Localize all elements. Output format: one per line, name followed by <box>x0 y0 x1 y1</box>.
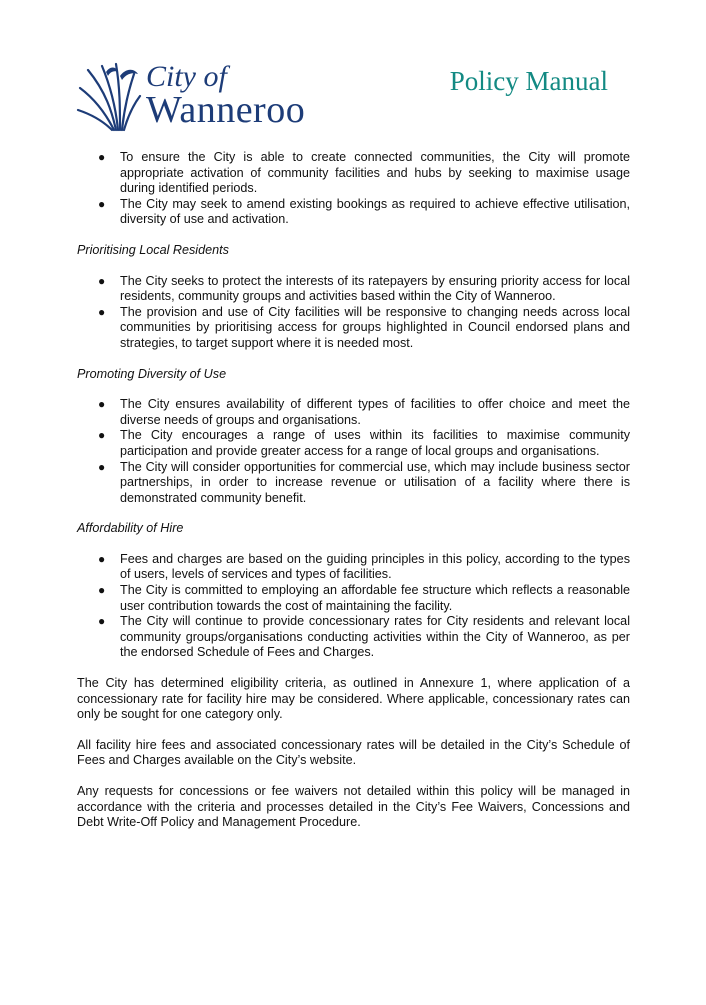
list-item: ● The City seeks to protect the interests of its ratepayers by ensuring priority access for local residents, community groups and activities based within the City of Wanneroo. <box>98 273 630 304</box>
body-paragraph: Any requests for concessions or fee waivers not detailed within this policy will be managed in accordance with the criteria and processes detailed in the City’s Fee Waivers, Concessions and Debt Write-Off Policy and Management Procedure. <box>77 784 630 830</box>
document-body <box>77 150 630 831</box>
bullet-icon: ● <box>98 397 106 412</box>
list-item: ● The City will consider opportunities for commercial use, which may include business sector partnerships, in order to increase revenue or utilisation of a facility where there is demonstrated community benefit. <box>98 459 630 505</box>
bullet-icon: ● <box>98 551 106 566</box>
section-bullet-list <box>77 397 630 506</box>
logo-text-line1: City of <box>146 60 227 93</box>
list-item: ● The City ensures availability of different types of facilities to offer choice and meet the diverse needs of groups and organisations. <box>98 397 630 427</box>
bullet-icon: ● <box>98 428 106 443</box>
list-item: ● Fees and charges are based on the guiding principles in this policy, according to the types of users, levels of services and types of facilities. <box>98 551 630 582</box>
list-item: ● The City will continue to provide concessionary rates for City residents and relevant local community groups/organisations conducting activities within the City of Wanneroo, as per the endorsed Schedule of Fees and Charges. <box>98 614 630 660</box>
bullet-icon: ● <box>98 273 106 288</box>
bullet-icon: ● <box>98 304 106 319</box>
section-heading: Promoting Diversity of Use <box>77 366 227 381</box>
list-item: ● To ensure the City is able to create connected communities, the City will promote appropriate activation of community facilities and hubs by seeking to maximise usage during identified periods. <box>98 150 630 196</box>
intro-bullet-list <box>77 150 630 228</box>
section-bullet-list <box>77 552 630 661</box>
city-logo <box>76 62 326 134</box>
list-item: ● The City encourages a range of uses within its facilities to maximise community participation and provide greater access for a range of local groups and organisations. <box>98 428 630 458</box>
list-item: ● The City is committed to employing an affordable fee structure which reflects a reasonable user contribution towards the cost of maintaining the facility. <box>98 583 630 613</box>
grass-tree-emblem-icon <box>76 62 142 132</box>
logo-text-line2: Wanneroo <box>146 89 306 131</box>
section-heading: Affordability of Hire <box>77 521 184 536</box>
bullet-icon: ● <box>98 583 106 598</box>
page-header <box>0 0 706 140</box>
body-paragraph: All facility hire fees and associated concessionary rates will be detailed in the City’s Schedule of Fees and Charges available on the City’s website. <box>77 737 630 768</box>
document-title: Policy Manual <box>449 66 608 96</box>
section-bullet-list <box>77 274 630 352</box>
list-item: ● The City may seek to amend existing bookings as required to achieve effective utilisation, diversity of use and activation. <box>98 196 630 227</box>
list-item: ● The provision and use of City facilities will be responsive to changing needs across local communities by prioritising access for groups highlighted in Council endorsed plans and strategies, to target support where it is needed most. <box>98 304 630 350</box>
bullet-icon: ● <box>98 150 106 164</box>
section-heading: Prioritising Local Residents <box>77 242 229 257</box>
bullet-icon: ● <box>98 614 106 629</box>
bullet-icon: ● <box>98 459 106 474</box>
body-paragraph: The City has determined eligibility criteria, as outlined in Annexure 1, where application of a concessionary rate for facility hire may be considered. Where applicable, concessionary rates can only be sought for one category only. <box>77 676 630 722</box>
bullet-icon: ● <box>98 196 106 211</box>
